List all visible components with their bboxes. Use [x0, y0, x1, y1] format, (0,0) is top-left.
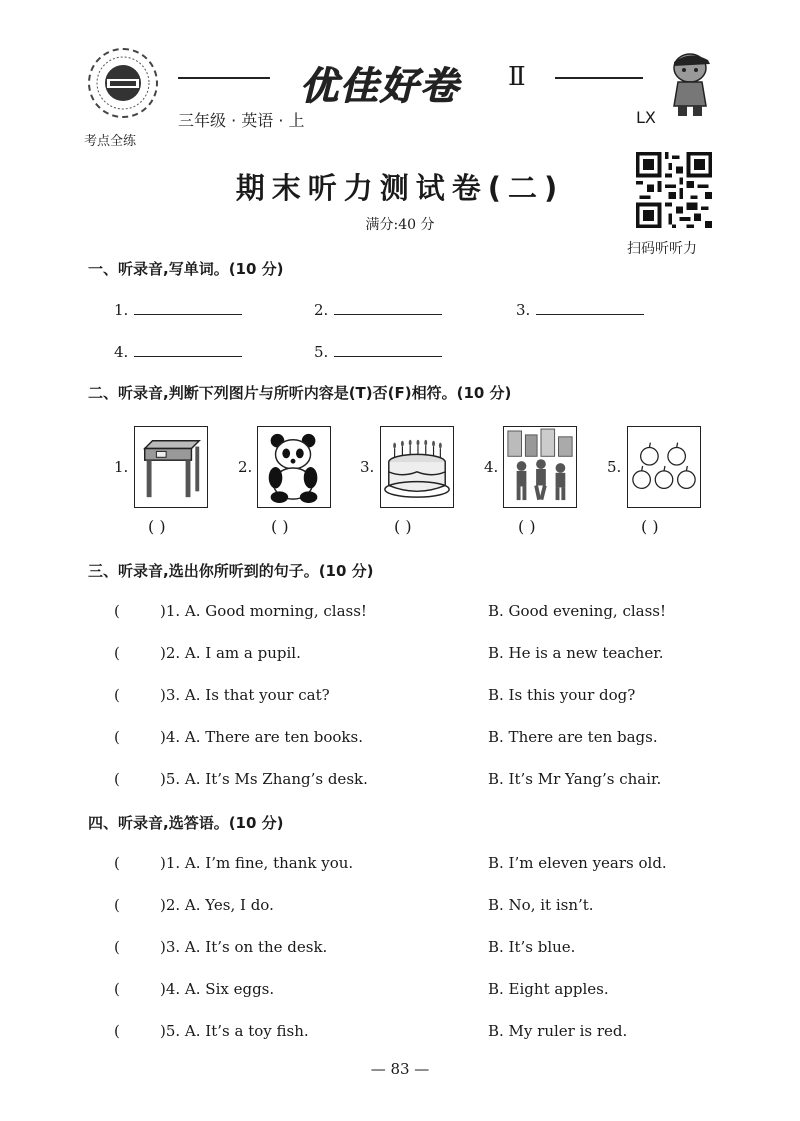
answer-paren[interactable]: ( ): [641, 517, 659, 536]
answer-paren[interactable]: (: [114, 896, 120, 914]
option-b: B. There are ten bags.: [488, 728, 658, 746]
answer-paren[interactable]: ( ): [271, 517, 289, 536]
option-a: )4. A. Six eggs.: [160, 980, 275, 998]
answer-blank[interactable]: [334, 342, 442, 357]
option-b: B. He is a new teacher.: [488, 644, 664, 662]
option-a: )3. A. Is that your cat?: [160, 686, 330, 704]
panda-icon: [257, 426, 331, 508]
answer-paren[interactable]: ( ): [518, 517, 536, 536]
option-a: )2. A. Yes, I do.: [160, 896, 274, 914]
apples-icon: [627, 426, 701, 508]
answer-paren[interactable]: (: [114, 602, 120, 620]
section3-heading: 三、听录音,选出你所听到的句子。(10 分): [88, 562, 374, 580]
option-a: )3. A. It’s on the desk.: [160, 938, 328, 956]
full-score: 满分:40 分: [365, 217, 435, 233]
desk-icon: [134, 426, 208, 508]
option-a: )5. A. It’s Ms Zhang’s desk.: [160, 770, 368, 788]
option-b: B. Good evening, class!: [488, 602, 667, 620]
blank-item-number: 3.: [516, 301, 531, 319]
blank-item-5[interactable]: [314, 342, 442, 361]
blank-item-number: 5.: [314, 343, 329, 361]
brand-logo-badge: [88, 48, 158, 118]
option-a: )1. A. Good morning, class!: [160, 602, 367, 620]
answer-paren[interactable]: (: [114, 644, 120, 662]
page-title: 期末听力测试卷(二): [235, 171, 565, 205]
answer-paren[interactable]: (: [114, 1022, 120, 1040]
brand-title: 优佳好卷: [300, 64, 461, 108]
answer-blank[interactable]: [334, 300, 442, 315]
option-a: )4. A. There are ten books.: [160, 728, 363, 746]
answer-paren[interactable]: (: [114, 980, 120, 998]
blank-item-number: 1.: [114, 301, 129, 319]
series-code: LX: [636, 108, 656, 127]
picture-number: 1.: [114, 458, 129, 476]
answer-blank[interactable]: [134, 300, 242, 315]
picture-number: 3.: [360, 458, 375, 476]
picture-number: 5.: [607, 458, 622, 476]
blank-item-4[interactable]: [114, 342, 242, 361]
birthday-cake-icon: [380, 426, 454, 508]
brand-divider-right: [555, 77, 643, 79]
option-b: B. I’m eleven years old.: [488, 854, 667, 872]
answer-paren[interactable]: (: [114, 770, 120, 788]
section1-heading: 一、听录音,写单词。(10 分): [88, 260, 284, 278]
answer-blank[interactable]: [134, 342, 242, 357]
answer-paren[interactable]: ( ): [148, 517, 166, 536]
answer-paren[interactable]: (: [114, 938, 120, 956]
picture-number: 4.: [484, 458, 499, 476]
option-a: )5. A. It’s a toy fish.: [160, 1022, 309, 1040]
blank-item-number: 2.: [314, 301, 329, 319]
blank-item-2[interactable]: [314, 300, 442, 319]
blank-item-number: 4.: [114, 343, 129, 361]
mascot-icon: [660, 48, 720, 118]
children-running-icon: [503, 426, 577, 508]
logo-caption: 考点全练: [84, 134, 137, 149]
option-b: B. It’s blue.: [488, 938, 576, 956]
logo-icon: [93, 53, 153, 113]
answer-paren[interactable]: (: [114, 728, 120, 746]
blank-item-3[interactable]: [516, 300, 644, 319]
option-b: B. My ruler is red.: [488, 1022, 628, 1040]
option-a: )2. A. I am a pupil.: [160, 644, 301, 662]
answer-paren[interactable]: (: [114, 854, 120, 872]
brand-divider-left: [178, 77, 270, 79]
answer-paren[interactable]: ( ): [394, 517, 412, 536]
brand-volume: Ⅱ: [508, 62, 526, 92]
section2-heading: 二、听录音,判断下列图片与所听内容是(T)否(F)相符。(10 分): [88, 384, 512, 402]
picture-number: 2.: [238, 458, 253, 476]
qr-caption: 扫码听听力: [627, 241, 697, 257]
page-number: — 83 —: [370, 1060, 430, 1078]
option-b: B. No, it isn’t.: [488, 896, 594, 914]
answer-paren[interactable]: (: [114, 686, 120, 704]
answer-blank[interactable]: [536, 300, 644, 315]
option-b: B. Eight apples.: [488, 980, 609, 998]
option-b: B. It’s Mr Yang’s chair.: [488, 770, 662, 788]
blank-item-1[interactable]: [114, 300, 242, 319]
option-b: B. Is this your dog?: [488, 686, 636, 704]
grade-subject: 三年级 · 英语 · 上: [178, 111, 305, 130]
option-a: )1. A. I’m fine, thank you.: [160, 854, 354, 872]
section4-heading: 四、听录音,选答语。(10 分): [88, 814, 284, 832]
